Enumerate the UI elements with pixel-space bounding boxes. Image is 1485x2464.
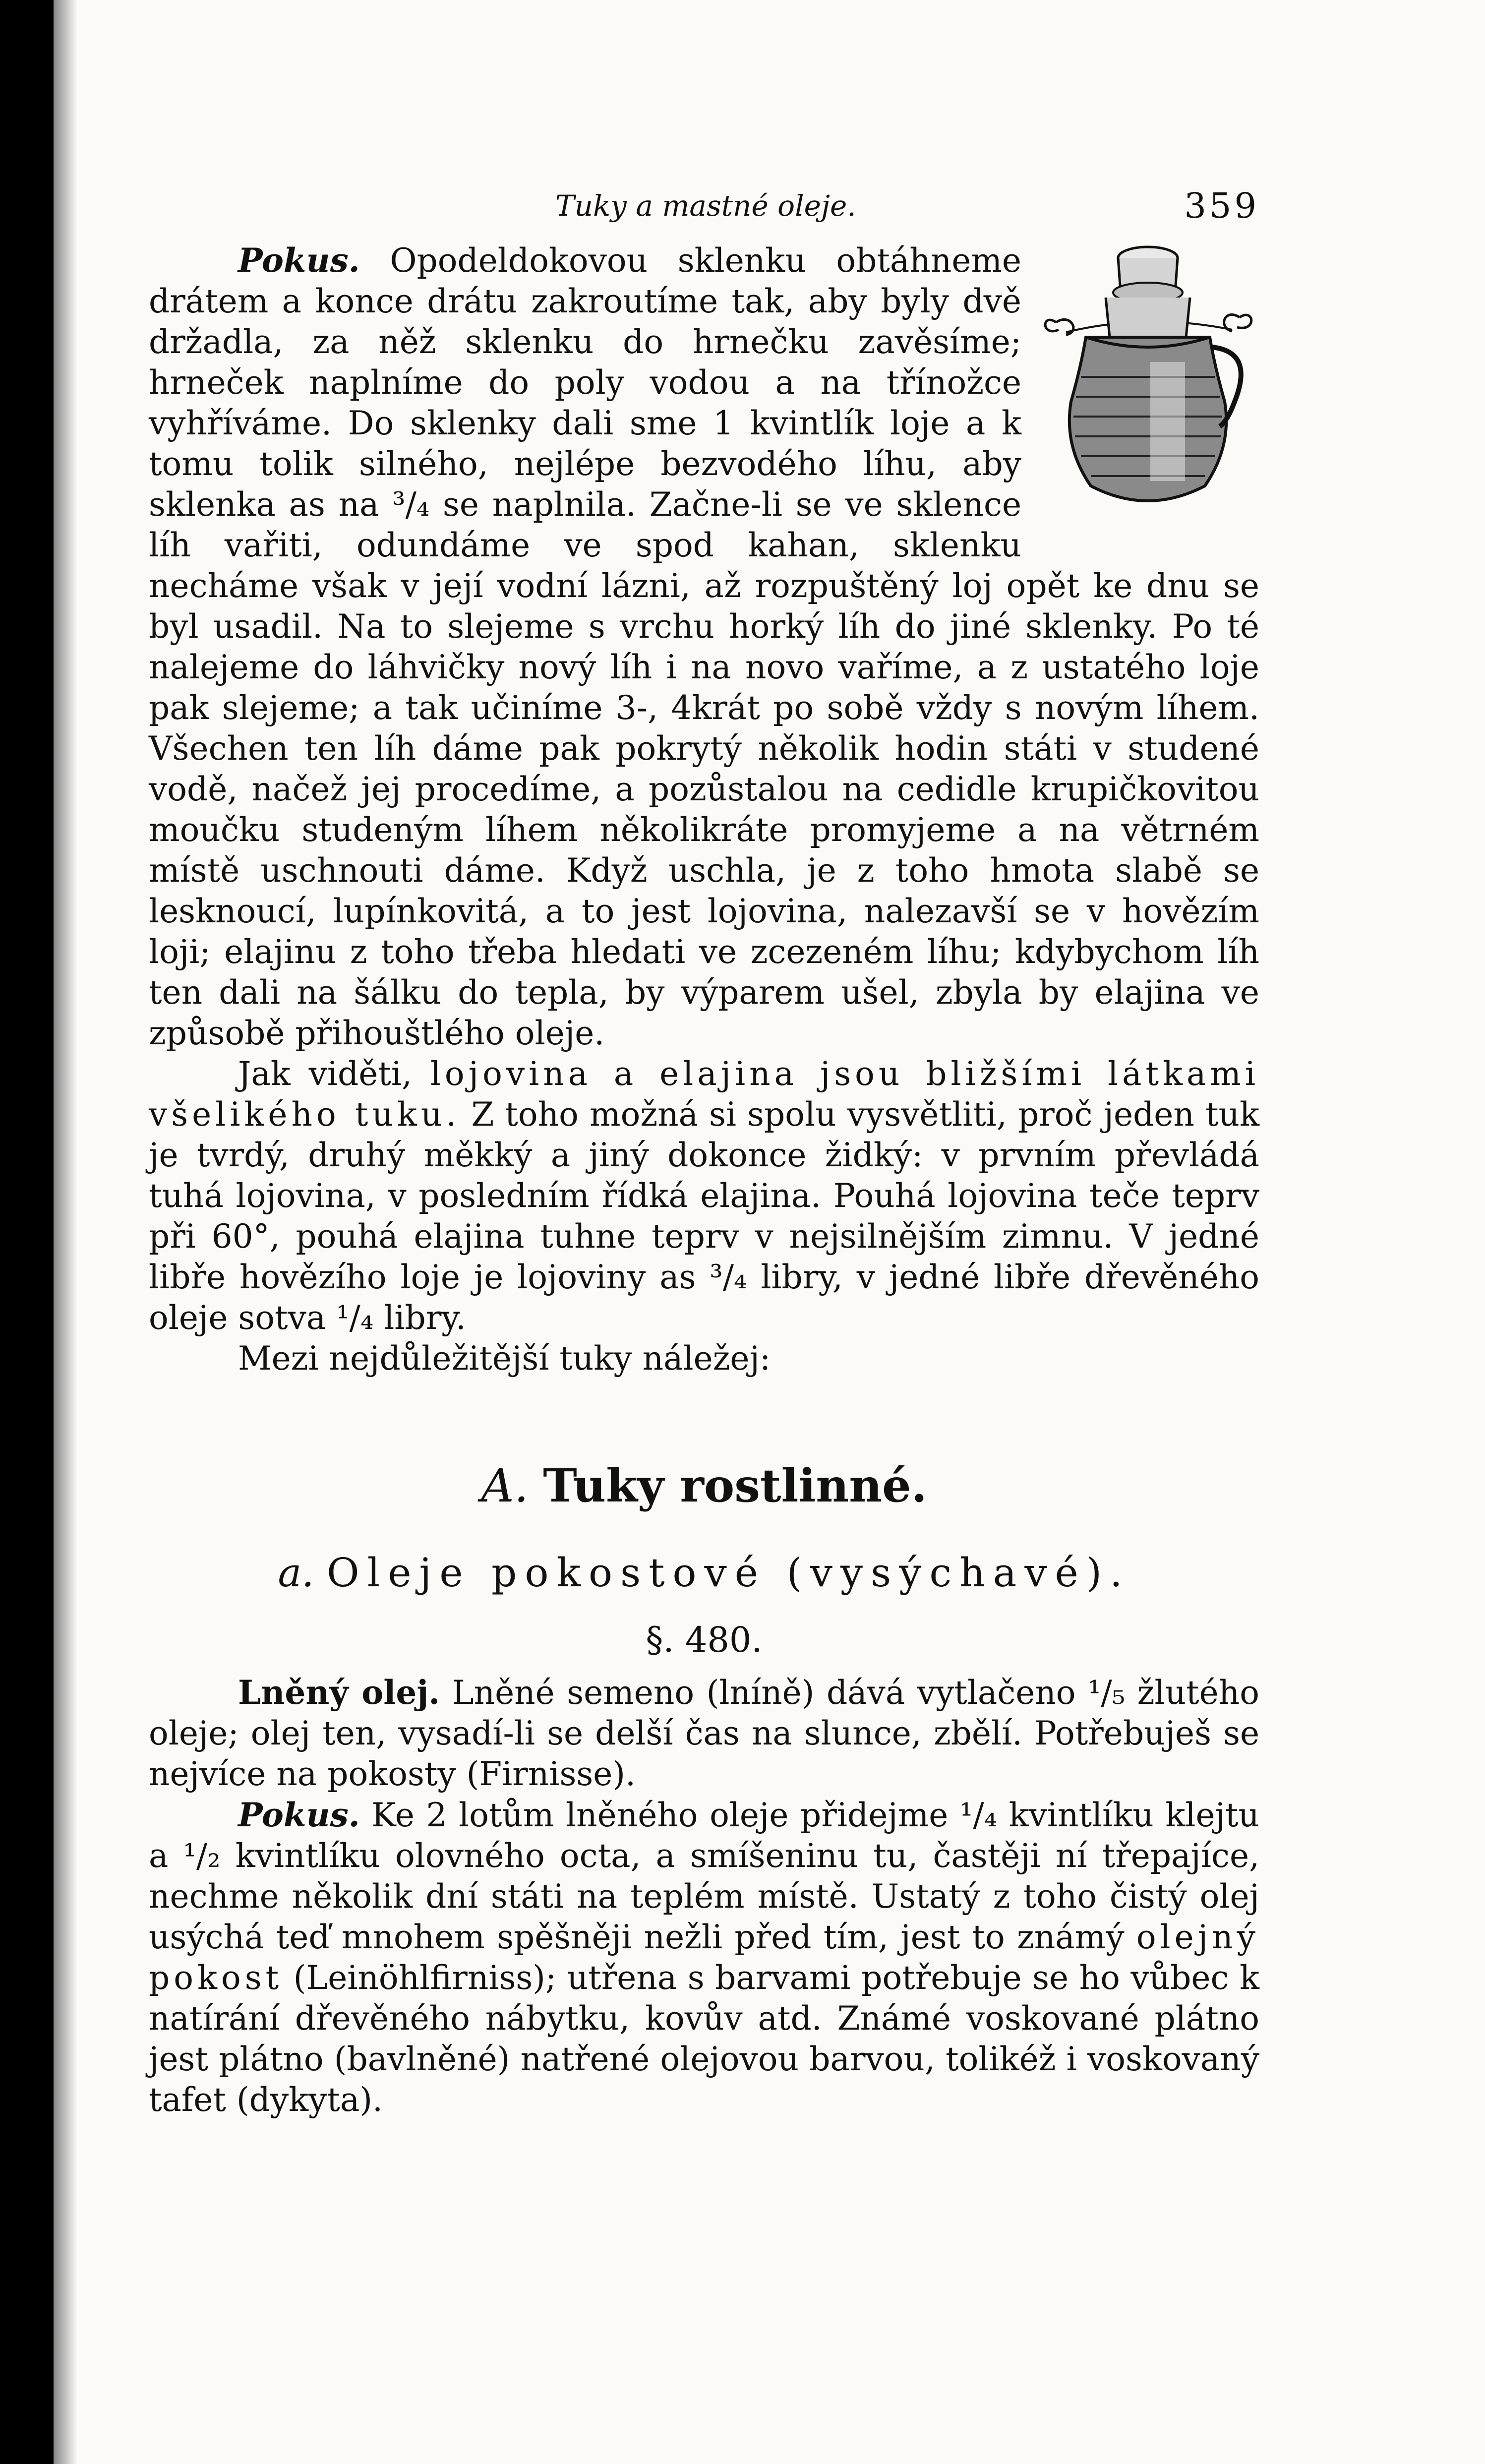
running-head [149, 183, 1259, 228]
paragraph-linseed-oil [149, 1672, 1259, 1795]
pokus-lead: Pokus. [238, 241, 360, 280]
pokus-text: Opodeldokovou sklenku obtáhneme drátem a konce drátu zakroutíme tak, aby byly dvě držadla, za něž sklenku do hrnečku zavěsíme; hrneček naplníme do poly vodou a na třínožce vyhříváme. Do sklenky dali sme 1 kvintlík loje a k tomu tolik silného, nejlépe bezvodého líhu, aby sklenka as na ³/₄ se naplnila. Začne-li se ve sklence líh vařiti, odundáme ve spod kahan, sklenku necháme však v její vodní lázni, až rozpuštěný loj opět ke dnu se byl usadil. Na to slejeme s vrchu horký líh do jiné sklenky. Po té nalejeme do láhvičky nový líh i na novo vaříme, a z ustatého loje pak slejeme; a tak učiníme 3-, 4krát po sobě vždy s novým líhem. Všechen ten líh dáme pak pokrytý několik hodin státi v studené vodě, načež jej procedíme, a pozůstalou na cedidle krupičkovitou moučku studeným líhem několikráte promyjeme a na větrném místě uschnouti dáme. Když uschla, je z toho hmota slabě se lesknoucí, lupínkovitá, a to jest lojovina, nalezavší se v hovězím loji; elajinu z toho třeba hledati ve zcezeném líhu; kdybychom líh ten dali na šálku do tepla, by výparem ušel, zbyla by elajina ve způsobě přihouštlého oleje. [149, 241, 1259, 1052]
subsection-heading [149, 1548, 1259, 1598]
pokus2-text-2: (Leinöhlfirniss); utřena s barvami potřebuje se ho vůbec k natírání dřevěného nábytku, kovův atd. Známé voskované plátno jest plátno (bavlněné) natřené olejovou barvou, tolikéž i voskovaný tafet (dykyta). [149, 1959, 1259, 2119]
pokus2-lead: Pokus. [238, 1796, 360, 1834]
section-heading [149, 1458, 1259, 1513]
subsection-title: Oleje pokostové (vysýchavé). [327, 1550, 1130, 1596]
paragraph-pokus-2 [149, 1795, 1259, 2120]
paragraph-components [149, 1054, 1259, 1338]
paragraph-number: §. 480. [646, 1620, 763, 1660]
components-intro: Jak viděti, [238, 1055, 412, 1093]
running-head-title: Tuky a mastné oleje. [555, 189, 856, 223]
page-number: 359 [1184, 185, 1259, 226]
pokus2-text-1: Ke 2 lotům lněného oleje přidejme ¹/₄ kvintlíku klejtu a ¹/₂ kvintlíku olovného octa, a smíšeninu tu, častěji ní třepajíce, nechme několik dní státi na teplém místě. Ustatý z toho čistý olej usýchá teď mnohem spěšněji nežli před tím, jest to známý [149, 1796, 1259, 1956]
components-text: Z toho možná si spolu vysvětliti, proč jeden tuk je tvrdý, druhý měkký a jiný dokonce židký: v prvním převládá tuhá lojovina, v posledním řídká elajina. Pouhá lojovina teče teprv při 60°, pouhá elajina tuhne teprv v nejsilnějším zimnu. V jedné libře hovězího loje je lojoviny as ³/₄ libry, v jedné libře dřevěného oleje sotva ¹/₄ libry. [149, 1095, 1259, 1337]
subsection-letter: a. [278, 1550, 314, 1596]
section-title: Tuky rostlinné. [543, 1459, 927, 1512]
section-letter: A. [481, 1459, 529, 1512]
paragraph-list-intro: Mezi nejdůležitější tuky náležej: [238, 1339, 771, 1378]
components-spaced: lojovina a elajina jsou bližšími látkami všelikého tuku. [149, 1055, 1260, 1134]
page-content [149, 183, 1259, 2120]
pokus2-spaced: olejný pokost [149, 1918, 1259, 1997]
entry-lead: Lněný olej. [238, 1673, 440, 1712]
stoneware-jar-icon [1036, 238, 1259, 516]
entry-text: Lněné semeno (lníně) dává vytlačeno ¹/₅ žlutého oleje; olej ten, vysadí-li se delší čas na slunce, zbělí. Potřebuješ se nejvíce na pokosty (Firnisse). [149, 1674, 1259, 1793]
page-gutter-shadow [54, 0, 77, 2464]
jar-illustration-svg [1036, 238, 1259, 516]
